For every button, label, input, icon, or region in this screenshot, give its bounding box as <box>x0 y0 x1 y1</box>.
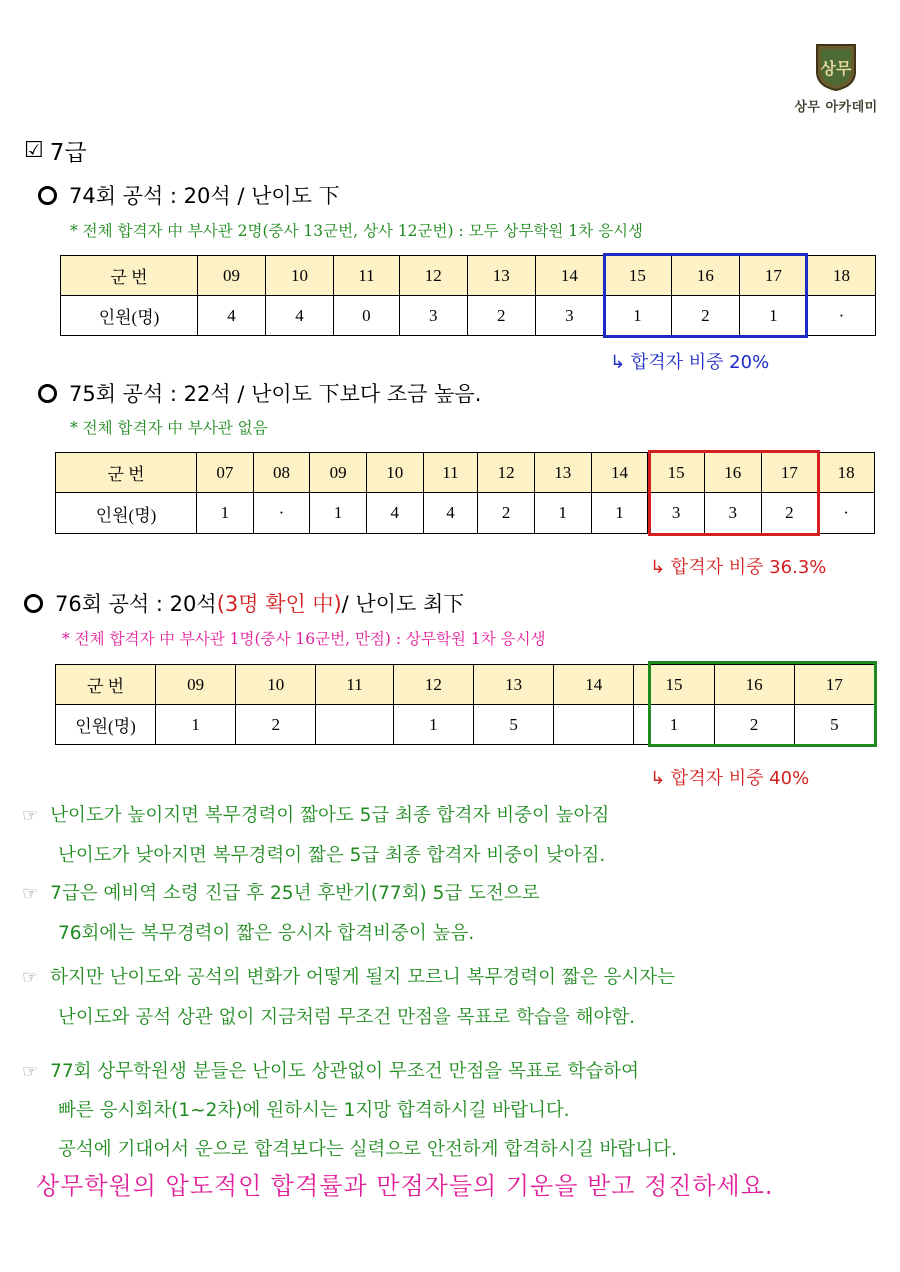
header-label: 군 번 <box>56 665 156 705</box>
cell-value: 2 <box>236 705 316 745</box>
cell-value: 2 <box>467 296 535 336</box>
pointing-hand-icon: ☞ <box>22 883 39 904</box>
col-header: 14 <box>554 665 634 705</box>
cell-value: 3 <box>704 493 761 534</box>
cell-value: 4 <box>198 296 266 336</box>
section-74-note: * 전체 합격자 中 부사관 2명(중사 13군번, 상사 12군번) : 모두 상무학원 1차 응시생 <box>70 222 643 240</box>
highlight-box-blue <box>603 253 808 338</box>
pointing-hand-icon: ☞ <box>22 1061 39 1082</box>
cell-value: 4 <box>266 296 334 336</box>
col-header: 15 <box>648 453 705 493</box>
cell-value: 3 <box>648 493 705 534</box>
col-header: 16 <box>704 453 761 493</box>
row-label: 인원(명) <box>56 705 156 745</box>
svg-text:상무: 상무 <box>820 59 852 78</box>
col-header: 12 <box>399 256 467 296</box>
col-header: 10 <box>266 256 334 296</box>
circle-bullet-icon <box>38 186 57 205</box>
bullet-block-1: ☞ 난이도가 높이지면 복무경력이 짧아도 5급 최종 합격자 비중이 높아짐 난이도가 낮아지면 복무경력이 짧은 5급 최종 합격자 비중이 낮아짐. <box>22 805 610 866</box>
col-header: 15 <box>603 256 671 296</box>
section-75-ratio: ↳ 합격자 비중 36.3% <box>650 557 827 578</box>
col-header: 15 <box>634 665 714 705</box>
cell-value <box>554 705 634 745</box>
cell-value: 1 <box>534 493 591 534</box>
main-heading <box>24 134 87 167</box>
cell-value: 1 <box>603 296 671 336</box>
cell-value: 3 <box>399 296 467 336</box>
cell-value <box>316 705 393 745</box>
highlight-box-red <box>648 450 820 536</box>
section-75-title: 75회 공석 : 22석 / 난이도 下보다 조금 높음. <box>38 378 481 408</box>
col-header: 11 <box>334 256 400 296</box>
col-header: 16 <box>671 256 739 296</box>
col-header: 18 <box>818 453 875 493</box>
col-header: 07 <box>197 453 254 493</box>
cell-value: 1 <box>591 493 648 534</box>
col-header: 18 <box>807 256 875 296</box>
header-label: 군 번 <box>61 256 198 296</box>
section-76-note: * 전체 합격자 中 부사관 1명(중사 16군번, 만점) : 상무학원 1차 응시생 <box>62 630 546 648</box>
cell-value: 4 <box>366 493 423 534</box>
header-label: 군 번 <box>56 453 197 493</box>
col-header: 13 <box>534 453 591 493</box>
col-header: 17 <box>761 453 818 493</box>
col-header: 16 <box>714 665 794 705</box>
cell-value: 1 <box>634 705 714 745</box>
col-header: 10 <box>366 453 423 493</box>
cell-value: · <box>807 296 875 336</box>
col-header: 17 <box>794 665 874 705</box>
section-76-title: 76회 공석 : 20석 (3명 확인 中) / 난이도 최下 <box>24 588 464 618</box>
circle-bullet-icon <box>38 384 57 403</box>
section-75-note: * 전체 합격자 中 부사관 없음 <box>70 419 268 437</box>
bullet-block-2: ☞ 7급은 예비역 소령 진급 후 25년 후반기(77회) 5급 도전으로 76회에는 복무경력이 짧은 응시자 합격비중이 높음. <box>22 883 540 944</box>
pointing-hand-icon: ☞ <box>22 805 39 826</box>
cell-value: · <box>818 493 875 534</box>
col-header: 14 <box>535 256 603 296</box>
col-header: 13 <box>467 256 535 296</box>
col-header: 09 <box>310 453 367 493</box>
cell-value: 1 <box>197 493 254 534</box>
col-header: 11 <box>316 665 393 705</box>
heading-title: 7급 <box>49 140 87 166</box>
col-header: 11 <box>423 453 478 493</box>
cell-value: 2 <box>671 296 739 336</box>
checkbox-icon: ☑ <box>24 138 44 163</box>
cell-value: 1 <box>310 493 367 534</box>
cell-value: 2 <box>761 493 818 534</box>
logo-text: 상무 아카데미 <box>794 100 878 115</box>
cell-value: 1 <box>393 705 473 745</box>
cell-value: 4 <box>423 493 478 534</box>
col-header: 10 <box>236 665 316 705</box>
academy-logo <box>786 42 886 115</box>
cell-value: · <box>253 493 310 534</box>
shield-logo-icon <box>814 42 858 92</box>
col-header: 12 <box>393 665 473 705</box>
section-74-ratio: ↳ 합격자 비중 20% <box>610 352 770 373</box>
section-76-ratio: ↳ 합격자 비중 40% <box>650 768 810 789</box>
cell-value: 5 <box>473 705 553 745</box>
cell-value: 0 <box>334 296 400 336</box>
cell-value: 2 <box>714 705 794 745</box>
cell-value: 5 <box>794 705 874 745</box>
circle-bullet-icon <box>24 594 43 613</box>
bullet-block-4: ☞ 77회 상무학원생 분들은 난이도 상관없이 무조건 만점을 목표로 학습하여 빠른 응시회차(1~2차)에 원하시는 1지망 합격하시길 바랍니다. 공석에 기대어서 운으로 합격보다는 실력으로 안전하게 합격하시길 바랍니다. <box>22 1061 677 1160</box>
col-header: 13 <box>473 665 553 705</box>
col-header: 12 <box>478 453 535 493</box>
row-label: 인원(명) <box>56 493 197 534</box>
bullet-block-3: ☞ 하지만 난이도와 공석의 변화가 어떻게 될지 모르니 복무경력이 짧은 응시자는 난이도와 공석 상관 없이 지금처럼 무조건 만점을 목표로 학습을 해야함. <box>22 967 675 1028</box>
cell-value: 1 <box>739 296 807 336</box>
col-header: 09 <box>156 665 236 705</box>
col-header: 08 <box>253 453 310 493</box>
row-label: 인원(명) <box>61 296 198 336</box>
cell-value: 1 <box>156 705 236 745</box>
pointing-hand-icon: ☞ <box>22 967 39 988</box>
section-74-title: 74회 공석 : 20석 / 난이도 下 <box>38 180 340 210</box>
col-header: 17 <box>739 256 807 296</box>
col-header: 14 <box>591 453 648 493</box>
highlight-box-green <box>648 661 877 747</box>
cell-value: 2 <box>478 493 535 534</box>
cell-value: 3 <box>535 296 603 336</box>
col-header: 09 <box>198 256 266 296</box>
closing-message: 상무학원의 압도적인 합격률과 만점자들의 기운을 받고 정진하세요. <box>36 1172 774 1200</box>
